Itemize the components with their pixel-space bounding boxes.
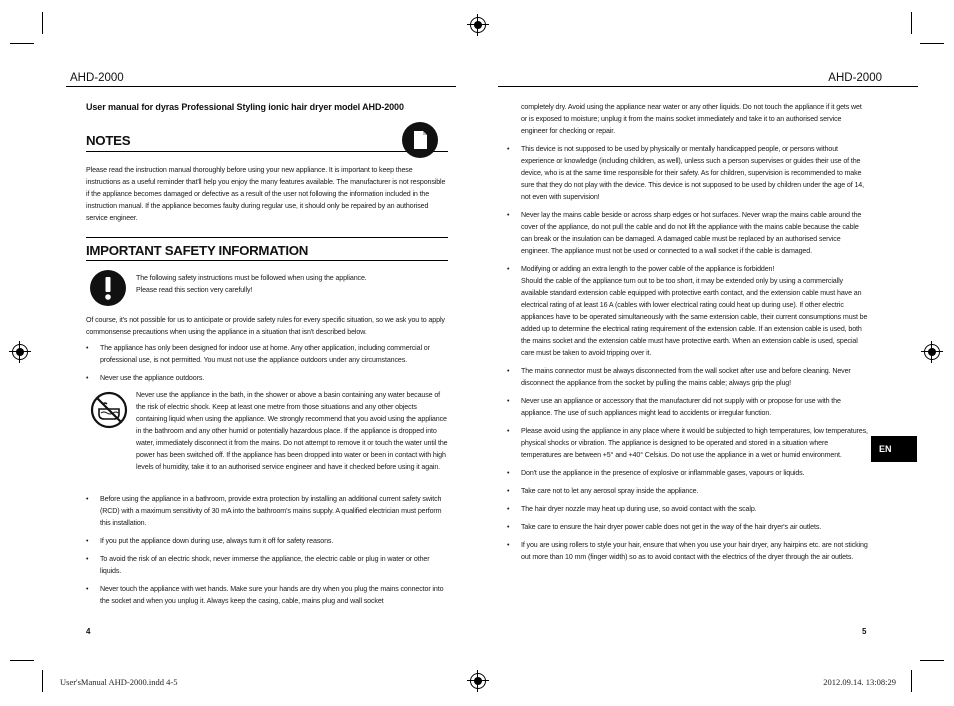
list-item: • Take care to ensure the hair dryer power cable does not get in the way of the hair dryer's air outlets.	[507, 521, 869, 533]
crop-mark	[920, 660, 944, 661]
crop-mark	[10, 43, 34, 44]
notes-rule	[86, 151, 448, 152]
safety-rule-bottom	[86, 260, 448, 261]
header-rule-right	[498, 86, 918, 87]
crop-mark	[42, 12, 43, 34]
document-icon	[402, 122, 438, 158]
list-item: • The hair dryer nozzle may heat up during use, so avoid contact with the scalp.	[507, 503, 869, 515]
no-bath-icon	[90, 391, 128, 429]
list-item: • To avoid the risk of an electric shock, never immerse the appliance, the electric cable or plug in water or other liquids.	[86, 553, 448, 577]
manual-title: User manual for dyras Professional Styling ionic hair dryer model AHD-2000	[86, 102, 404, 112]
bath-paragraph: Never use the appliance in the bath, in the shower or above a basin containing any water because of the risk of electric shock. Keep at least one metre from those situations and any other objects containing liquid when using the appliance. We strongly recommend that you avoid using the appliance in the bathroom and any other humid or potentially hazardous place. If the appliance is dropped into water, immediately disconnect it from the mains. Do not attempt to remove it or touch the water until the power has been switched off. If the appliance has been dropped into water or been in contact with high levels of humidity, take it to an authorised service engineer and have it checked before using it again.	[136, 391, 448, 471]
page-number-right: 5	[862, 627, 867, 636]
crop-mark	[911, 12, 912, 34]
notes-paragraph: Please read the instruction manual thoroughly before using your new appliance. It is important to keep these instructions as a useful reminder that'll help you enjoy the many features available. The manufacturer is not responsible if the appliance becomes damaged or defective as a result of the user not following the information included in the instruction manual. If the appliance becomes faulty during regular use, it should only be repaired by an authorised service engineer.	[86, 166, 446, 222]
list-item: • Don't use the appliance in the presence of explosive or inflammable gases, vapours or liquids.	[507, 467, 869, 479]
page-number-left: 4	[86, 627, 91, 636]
exclamation-icon	[90, 270, 126, 306]
header-model-right: AHD-2000	[828, 72, 882, 84]
crop-mark	[920, 43, 944, 44]
list-item: • If you are using rollers to style your hair, ensure that when you use your hair dryer, any hairpins etc. are not sticking out more than 10 mm (finger width) so as to avoid contact with the electrics of the dryer through the air outlets.	[507, 539, 869, 563]
list-item: • Never lay the mains cable beside or across sharp edges or hot surfaces. Never wrap the mains cable around the cover of the appliance, do not pull the cable and do not lift the appliance with the mains cable because the cable can break or the insulation can be damaged. A damaged cable must be replaced by an authorised service engineer. The appliance must not be used or connected to a wall socket if the cable is damaged.	[507, 209, 869, 257]
intro-paragraph: Of course, it's not possible for us to anticipate or provide safety rules for every specific situation, so we ask you to apply commonsense precautions when using the appliance in a situation that isn't described below.	[86, 316, 445, 336]
list-item: • Never use the appliance outdoors.	[86, 372, 448, 384]
warning-line-2: Please read this section very carefully!	[136, 286, 253, 294]
list-item: • Take care not to let any aerosol spray inside the appliance.	[507, 485, 869, 497]
right-bullets	[507, 143, 869, 569]
list-item: • If you put the appliance down during use, always turn it off for safety reasons.	[86, 535, 448, 547]
header-rule-left	[66, 86, 456, 87]
notes-heading: NOTES	[86, 133, 131, 148]
crop-mark	[10, 660, 34, 661]
list-item: • The appliance has only been designed for indoor use at home. Any other application, including commercial or professional use, is not permitted. You must not use the appliance outdoors under any circumstances.	[86, 342, 448, 366]
continuation-paragraph: completely dry. Avoid using the appliance near water or any other liquids. Do not touch the appliance if it gets wet or is exposed to moisture; unplug it from the mains socket immediately and take it to an authorised service engineer for checking or repair.	[521, 103, 862, 135]
list-item: • This device is not supposed to be used by physically or mentally handicapped people, or persons without experience or knowledge (including children, as well), unless such a person supervises or guides their use of the device, who is at the same time responsible for their safety. As for children, supervision is recommended to make sure that they do not play with the device. This device is not supposed to be used by children under the age of 14, not even with supervision!	[507, 143, 869, 203]
warning-line-1: The following safety instructions must be followed when using the appliance.	[136, 274, 367, 282]
list-item: • Before using the appliance in a bathroom, provide extra protection by installing an additional current safety switch (RCD) with a maximum sensitivity of 30 mA into the bathroom's mains supply. A qualified electrician must perform this installation.	[86, 493, 448, 529]
left-bullets-a	[86, 342, 448, 390]
left-bullets-b	[86, 493, 448, 613]
list-item: • Modifying or adding an extra length to the power cable of the appliance is forbidden! Should the cable of the appliance turn out to be too short, it may be extended only by using a commercially available standard extension cable equipped with protective earth contact, and the extension cable must have an electrical rating of at least 16 A (cables with lower electrical rating could heat up during use). If other electric appliances have to be operated simultaneously with the same extension cable, their current consumptions must be added up to determine the electrical rating requirement of the extension cable. If an extension cable is used, both the mains socket and the extension cable must have protective earth. When an extension cable is used, special care must be taken to avoid tripping over it.	[507, 263, 869, 359]
crop-mark	[42, 670, 43, 692]
crop-mark	[911, 670, 912, 692]
list-item: • Never use an appliance or accessory that the manufacturer did not supply with or propose for use with the appliance. The use of such appliances might lead to accidents or irregular function.	[507, 395, 869, 419]
safety-heading: IMPORTANT SAFETY INFORMATION	[86, 243, 309, 258]
slug-file: User'sManual AHD-2000.indd 4-5	[60, 677, 178, 687]
list-item: • The mains connector must be always disconnected from the wall socket after use and before cleaning. Never disconnect the appliance from the socket by pulling the mains cable; always grip the plug!	[507, 365, 869, 389]
language-tab: EN	[871, 436, 917, 462]
list-item: • Never touch the appliance with wet hands. Make sure your hands are dry when you plug the mains connector into the socket and when you unplug it. Always keep the casing, cable, mains plug and wall socket	[86, 583, 448, 607]
header-model-left: AHD-2000	[70, 72, 124, 84]
safety-rule-top	[86, 237, 448, 238]
list-item: • Please avoid using the appliance in any place where it would be subjected to high temperatures, low temperatures, physical shocks or vibration. The appliance is designed to be operated and stored in a situation where temperatures are between +5° and +40° Celsius. Do not use the appliance in a wet or humid environment.	[507, 425, 869, 461]
slug-date: 2012.09.14. 13:08:29	[823, 677, 896, 687]
